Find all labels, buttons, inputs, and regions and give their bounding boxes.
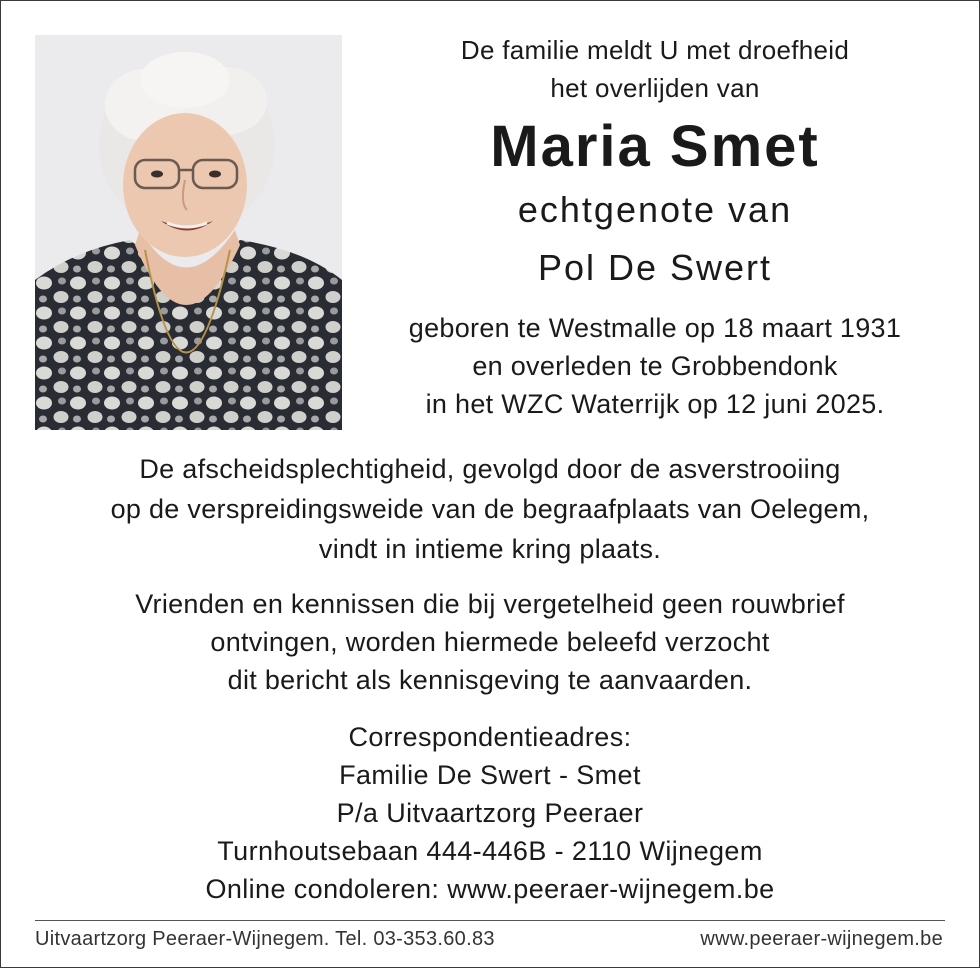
- portrait-illustration: [35, 35, 342, 430]
- condolence-link[interactable]: Online condoleren: www.peeraer-wijnegem.be: [205, 874, 775, 904]
- correspondence-address: Correspondentieadres: Familie De Swert - Smet P/a Uitvaartzorg Peeraer Turnhoutsebaan 444-446B - 2110 Wijnegem Online condoleren: www.peeraer-wijnegem.be: [21, 718, 959, 908]
- portrait-photo: [35, 35, 342, 430]
- birth-death-text: geboren te Westmalle op 18 maart 1931 en overleden te Grobbendonk in het WZC Waterrijk op 12 juni 2025.: [408, 313, 902, 419]
- funeral-paragraph: De afscheidsplechtigheid, gevolgd door de asverstrooiing op de verspreidingsweide van de begraafplaats van Oelegem, vindt in intieme kring plaats.: [110, 454, 870, 564]
- footer-divider: [35, 920, 945, 921]
- deceased-name: Maria Smet: [490, 114, 820, 179]
- footer-company: Uitvaartzorg Peeraer-Wijnegem. Tel. 03-353.60.83: [35, 928, 495, 950]
- friends-paragraph: Vrienden en kennissen die bij vergetelheid geen rouwbrief ontvingen, worden hiermede beleefd verzocht dit bericht als kennisgeving te aanvaarden.: [135, 589, 845, 695]
- notice-header: [363, 31, 947, 423]
- spouse-text: echtgenote van Pol De Swert: [517, 189, 793, 288]
- intro-text: De familie meldt U met droefheid het overlijden van: [460, 35, 850, 103]
- footer-website-link[interactable]: www.peeraer-wijnegem.be: [700, 928, 943, 950]
